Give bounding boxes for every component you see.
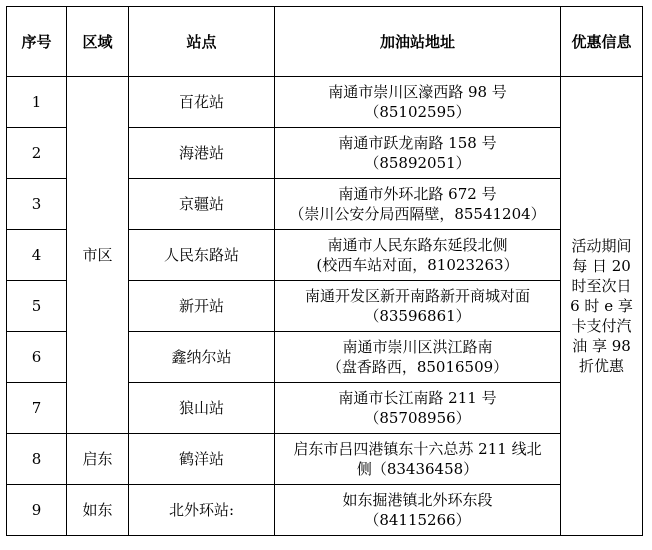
row-station: 狼山站 [129,383,275,434]
address-line: （85708956） [364,409,471,427]
row-index: 6 [7,332,67,383]
address-line: 南通市崇川区濠西路 98 号 [328,83,507,101]
header-promo: 优惠信息 [561,7,643,77]
header-row [7,7,643,77]
address-line: 南通市外环北路 672 号 [338,185,497,203]
row-index: 3 [7,179,67,230]
table-row [7,77,643,128]
promo-line: 油 享 98 [572,337,631,355]
promo-line: 折优惠 [578,357,624,375]
row-index: 1 [7,77,67,128]
address-line: 南通市人民东路东延段北侧 [327,236,508,254]
row-address [275,128,561,179]
row-index: 2 [7,128,67,179]
address-line: 南通市长江南路 211 号 [338,389,497,407]
row-address [275,77,561,128]
promo-line: 活动期间 [571,237,632,255]
row-station: 海港站 [129,128,275,179]
header-station: 站点 [129,7,275,77]
header-address: 加油站地址 [275,7,561,77]
address-line: （崇川公安分局西隔壁，85541204） [289,205,546,223]
row-address [275,179,561,230]
row-address [275,281,561,332]
row-station: 京疆站 [129,179,275,230]
row-station: 百花站 [129,77,275,128]
address-line: 南通市跃龙南路 158 号 [338,134,497,152]
promo-cell [561,77,643,536]
address-line: 南通开发区新开南路新开商城对面 [304,287,530,305]
address-line: （85102595） [364,103,471,121]
promo-line: 卡支付汽 [571,317,632,335]
address-line: 南通市崇川区洪江路南 [342,338,493,356]
row-station: 新开站 [129,281,275,332]
row-region: 启东 [67,434,129,485]
row-address [275,485,561,536]
row-index: 7 [7,383,67,434]
address-line: 启东市吕四港镇东十六总苏 211 线北 [293,440,542,458]
address-line: （84115266） [364,511,471,529]
row-index: 4 [7,230,67,281]
header-index: 序号 [7,7,67,77]
row-region: 市区 [67,77,129,434]
row-address [275,383,561,434]
row-station: 人民东路站 [129,230,275,281]
row-station: 北外环站: [129,485,275,536]
gas-station-table [6,6,643,536]
row-region: 如东 [67,485,129,536]
address-line: （83596861） [364,307,471,325]
address-line: 如东掘港镇北外环东段 [342,491,493,509]
promo-line: 6 时 e 享 [570,297,633,315]
table-row [7,434,643,485]
row-station: 鹤洋站 [129,434,275,485]
table-row [7,485,643,536]
row-index: 5 [7,281,67,332]
header-region: 区域 [67,7,129,77]
row-address [275,332,561,383]
address-line: 侧（83436458） [356,460,479,478]
address-line: （盘香路西，85016509） [326,358,509,376]
row-address [275,230,561,281]
address-line: （85892051） [364,154,471,172]
promo-line: 时至次日 [571,277,632,295]
row-address [275,434,561,485]
address-line: (校西车站对面，81023263） [316,256,519,274]
row-index: 8 [7,434,67,485]
row-index: 9 [7,485,67,536]
promo-line: 每 日 20 [572,257,631,275]
row-station: 鑫纳尔站 [129,332,275,383]
